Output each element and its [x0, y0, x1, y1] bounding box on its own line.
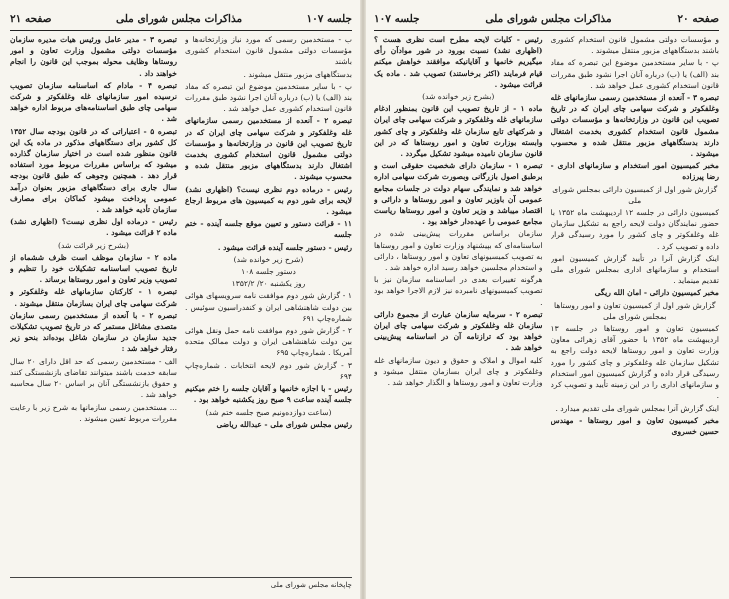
paragraph: رئیس - درماده دوم نظری نیست؟ (اظهاری نشد) لایحه برای شور دوم به کمیسیون های مربوط ارجاع میشود .: [185, 184, 352, 217]
paragraph: رئیس - با اجازه خانمها و آقایان جلسه را ختم میکنیم جلسه آینده ساعت ۹ صبح روز یکشنبه خواهد بود .: [185, 384, 352, 405]
paragraph: تبصره ۳ - آنعده از مستخدمین رسمی سازمانهای غله وغلفکوتر و شرکت سهامی چای ایران که در تاریخ تصویب این قانون در وزارتخانه‌ها و مؤسسات دولتی مشمول قانون استخدام کشوری بخدمت اشتغال دارند بدستگاههای مزبور منتقل شده و محسوب میشوند .: [550, 93, 719, 159]
paragraph: رئیس مجلس شورای ملی - عبدالله ریاضی: [216, 419, 352, 429]
paragraph: تبصره ۲ - آنعده از مستخدمین رسمی سازمانهای غله وغلفکوتر و شرکت سهامی چای ایران که در تاریخ تصویب این قانون در وزارتخانه‌ها و مؤسسات دولتی مشمول قانون استخدام کشوری بخدمت اشتغال دارند بدستگاههای مزبور منتقل شده و محسوب میشوند .: [185, 116, 352, 182]
left-page-column-right: [185, 34, 352, 589]
paragraph: تبصره ۴ - مادام که اساسنامه سازمان تصویب نرسیده امور سازمانهای غله وغلفکوتر و شرکت سهامی چای طبق اساسنامه‌های مربوط اداره خواهد شد .: [10, 80, 177, 124]
paragraph: تبصره ۲ - با آنعده از مستخدمین رسمی سازمان متصدی مشاغل مستمر که در تاریخ تصویب تشکیلات جدید سازمان در سازمان شاغل بوده‌اند بنحو زیر رفتار خواهد شد :: [10, 310, 177, 354]
left-page: [0, 0, 362, 599]
right-header-page-number: صفحه ۲۰: [677, 13, 719, 25]
right-page: [364, 0, 729, 599]
paragraph: رئیس - درماده اول نظری نیست؟ (اظهاری نشد) ماده ۲ قرائت میشود .: [10, 217, 177, 238]
paragraph: ۱ - گزارش شور دوم موافقت نامه سرویسهای هوائی بین دولت شاهنشاهی ایران و کنفدراسیون سوئیس . شماره‌چاپ ۶۹۱: [185, 291, 352, 323]
paragraph: کمیسیون دارائی در جلسه ۱۲ اردیبهشت ماه ۱۳۵۲ با حضور نمایندگان دولت لایحه راجع به تشکیل سازمان غله وغلفکوتر و چای کشور را مورد رسیدگی قرار داده و تصویب کرد .: [550, 208, 719, 251]
right-page-columns: [374, 34, 719, 589]
left-header-title: مذاکرات مجلس شورای ملی: [115, 13, 243, 25]
paragraph: تبصره ۱ - کارکنان سازمانهای غله وغلفکوتر و شرکت سهامی چای ایران بسازمان منتقل میشوند .: [10, 287, 177, 308]
paragraph: اینک گزارش آنرا بمجلس شورای ملی تقدیم میدارد .: [555, 403, 719, 413]
paragraph: کلیه اموال و املاک و حقوق و دیون سازمانهای غله وغلفکوتر و چای ایران بسازمان منتقل میشود و وزارت تعاون و امور روستاها و الگذار خواهد شد .: [374, 355, 543, 388]
paragraph: تبصره ۱ - سازمان دارای شخصیت حقوقی است و برطبق اصول بازرگانی وبصورت شرکت سهامی اداره خواهد شد و نمایندگی سهام دولت در جلسات مجامع عمومی آن باوزیر تعاون و امور روستاها و دارائی و اقتصاد میباشد و وزیر تعاون و امور روستاها ریاست مجامع عمومی را عهده‌دار خواهد بود .: [374, 161, 543, 227]
paragraph: (بشرح زیر قرائت شد): [58, 240, 129, 250]
right-page-column-left: [374, 34, 543, 589]
right-page-header: [374, 10, 719, 31]
paragraph: ... مستخدمین رسمی سازمانها به شرح زیر با رعایت مقررات مربوط تعیین میشوند .: [10, 402, 177, 423]
left-page-column-left: [10, 34, 177, 589]
paragraph: مخبر کمیسیون امور استخدام و سازمانهای اداری - رضا پیرزاده: [550, 161, 719, 182]
right-page-column-right: [551, 34, 720, 589]
paragraph: دستور جلسه ۱۰۸: [241, 267, 296, 277]
left-page-footer: [10, 577, 352, 589]
left-page-header: [10, 10, 352, 31]
paragraph: گزارش شور اول از کمیسیون تعاون و امور روستاها بمجلس شورای ملی: [554, 300, 716, 321]
paragraph: روز یکشنبه ۲۰/ ۱۳۵۲/۲: [231, 279, 306, 289]
paragraph: ۳ - گزارش شور دوم لایحه انتخابات . شماره‌چاپ ۶۹۴: [185, 360, 352, 381]
paragraph: ۲ - گزارش شور دوم موافقت نامه حمل ونقل هوائی بین دولت شاهنشاهی ایران و دولت ممالک متحده آمریکا . شماره‌چاپ ۶۹۵: [185, 326, 352, 358]
paragraph: مخبر کمیسیون دارائی - امان الله ریگی: [594, 288, 719, 298]
paragraph: ب - مستخدمین رسمی که مورد نیاز وزارتخانه‌ها و مؤسسات دولتی مشمول قانون استخدام کشوری باشند: [185, 35, 352, 67]
paragraph: بدستگاههای مزبور منتقل میشوند .: [243, 69, 352, 79]
paragraph: (ساعت دوازده‌ونیم صبح جلسه ختم شد): [205, 407, 332, 417]
paragraph: پ - با سایر مستخدمین موضوع این تبصره که مفاد بند (الف) یا (ب) درباره آنان اجرا نشود طبق مقررات قانون استخدام کشوری عمل خواهد شد .: [550, 58, 719, 90]
right-header-title: مذاکرات مجلس شورای ملی: [485, 13, 612, 25]
paragraph: و مؤسسات دولتی مشمول قانون استخدام کشوری باشند بدستگاههای مزبور منتقل میشوند .: [550, 35, 719, 56]
paragraph: ۱۱ - قرائت دستور و تعیین موقع جلسه آینده - ختم جلسه: [185, 219, 352, 240]
paragraph: تبصره ۵ - اعتباراتی که در قانون بودجه سال ۱۳۵۲ کل کشور برای دستگاههای مذکور در ماده یک این قانون منظور شده است در اختیار سازمان گذارده میشود که براساس مقررات مربوط مورد استفاده قرار دهد . همچنین وجوهی که طبق قانون بودجه سال جاری برای دستگاههای مزبور بعنوان درآمد عمومی پرداخت میشود کماکان برای مصارف سازمان تأدیه خواهد شد .: [10, 126, 177, 215]
paragraph: هرگونه تغییرات بعدی در اساسنامه سازمان نیز با تصویب کمیسیونهای نامبرده نیز لازم الاجرا خواهد بود .: [374, 275, 543, 307]
paragraph: گزارش شور اول از کمیسیون دارائی بمجلس شورای ملی: [552, 184, 718, 205]
left-header-page-number: صفحه ۲۱: [10, 13, 52, 25]
printer-imprint: چاپخانه مجلس شورای ملی: [270, 580, 352, 589]
paragraph: (شرح زیر خوانده شد): [233, 254, 304, 264]
paragraph: تبصره ۳ - مدیر عامل ورئیس هیات مدیره سازمان مؤسسات دولتی مشمول وزارت تعاون و امور روستاها وظایف محوله بموجب این قانون را انجام خواهند داد .: [10, 35, 177, 78]
paragraph: کمیسیون تعاون و امور روستاها در جلسه ۱۳ اردیبهشت ماه ۱۳۵۲ با حضور آقای زهرائی معاون وزارت تعاون و امور روستاها لایحه دولت راجع به تشکیل سازمان غله وغلفکوتر و چای کشور را مورد رسیدگی قرار داده و گزارش کمیسیون امور استخدام و سازمانهای اداری را در این زمینه تأیید و تصویب کرد .: [550, 324, 719, 401]
paragraph: (بشرح زیر خوانده شد): [422, 92, 495, 102]
left-header-session: جلسه ۱۰۷: [306, 13, 352, 25]
right-header-session: جلسه ۱۰۷: [374, 13, 420, 25]
paragraph: اینک گزارش آنرا در تأیید گزارش کمیسیون امور استخدام و سازمانهای اداری بمجلس شورای ملی تقدیم مینماید .: [550, 253, 719, 286]
paragraph: الف - مستخدمین رسمی که حد اقل دارای ۲۰ سال سابقه خدمت باشند میتوانند تقاضای بازنشستگی کنند و حقوق بازنشستگی آنان بر اساس ۲۰ سال محاسبه خواهد شد .: [10, 356, 177, 400]
paragraph: پ - با سایر مستخدمین موضوع این تبصره که مفاد بند (الف) یا (ب) درباره آنان اجرا نشود طبق مقررات قانون استخدام کشوری عمل خواهد شد .: [185, 81, 352, 114]
paragraph: رئیس - کلیات لایحه مطرح است نظری هست ؟ (اظهاری نشد) نسبت بورود در شور موادآن رأی میگیریم خانمها و آقایانیکه موافقند خواهش میکنم قیام فرمایند (اکثر برخاستند) تصویب شد . ماده یک قرائت میشود .: [374, 35, 543, 89]
paragraph: ماده ۲ - سازمان موظف است ظرف ششماه از تاریخ تصویب اساسنامه تشکیلات خود را تنظیم و تصویب وزیر تعاون و امور روستاها برساند .: [10, 252, 177, 285]
paragraph: مخبر کمیسیون تعاون و امور روستاها - مهندس حسین خسروی: [550, 415, 719, 436]
paragraph: تبصره ۲ - سرمایه سازمان عبارت از مجموع دارائی سازمان غله وغلفکوتر و شرکت سهامی چای ایران خواهد بود که ترازنامه آن در اساسنامه پیش‌بینی خواهد شد .: [374, 309, 543, 353]
paragraph: سازمان براساس مقررات پیش‌بینی شده در اساسنامه‌ای که بپیشنهاد وزارت تعاون و امور روستاها به تصویب کمیسیونهای تعاون و امور روستاها ، دارائی و استخدام مجلسین خواهد رسید اداره خواهد شد .: [374, 229, 543, 273]
left-page-columns: [10, 34, 352, 589]
paragraph: رئیس - دستور جلسه آینده قرائت میشود .: [217, 242, 352, 252]
paragraph: ماده ۱ - از تاریخ تصویب این قانون بمنظور ادغام سازمانهای غله وغلفکوتر و شرکت سهامی چای ایران و شرکتهای تابع سازمان غله وغلفکوتر و چای کشور وابسته بوزارت تعاون و امور روستاها که در این قانون سازمان نامیده میشود تشکیل میگردد .: [374, 104, 543, 159]
